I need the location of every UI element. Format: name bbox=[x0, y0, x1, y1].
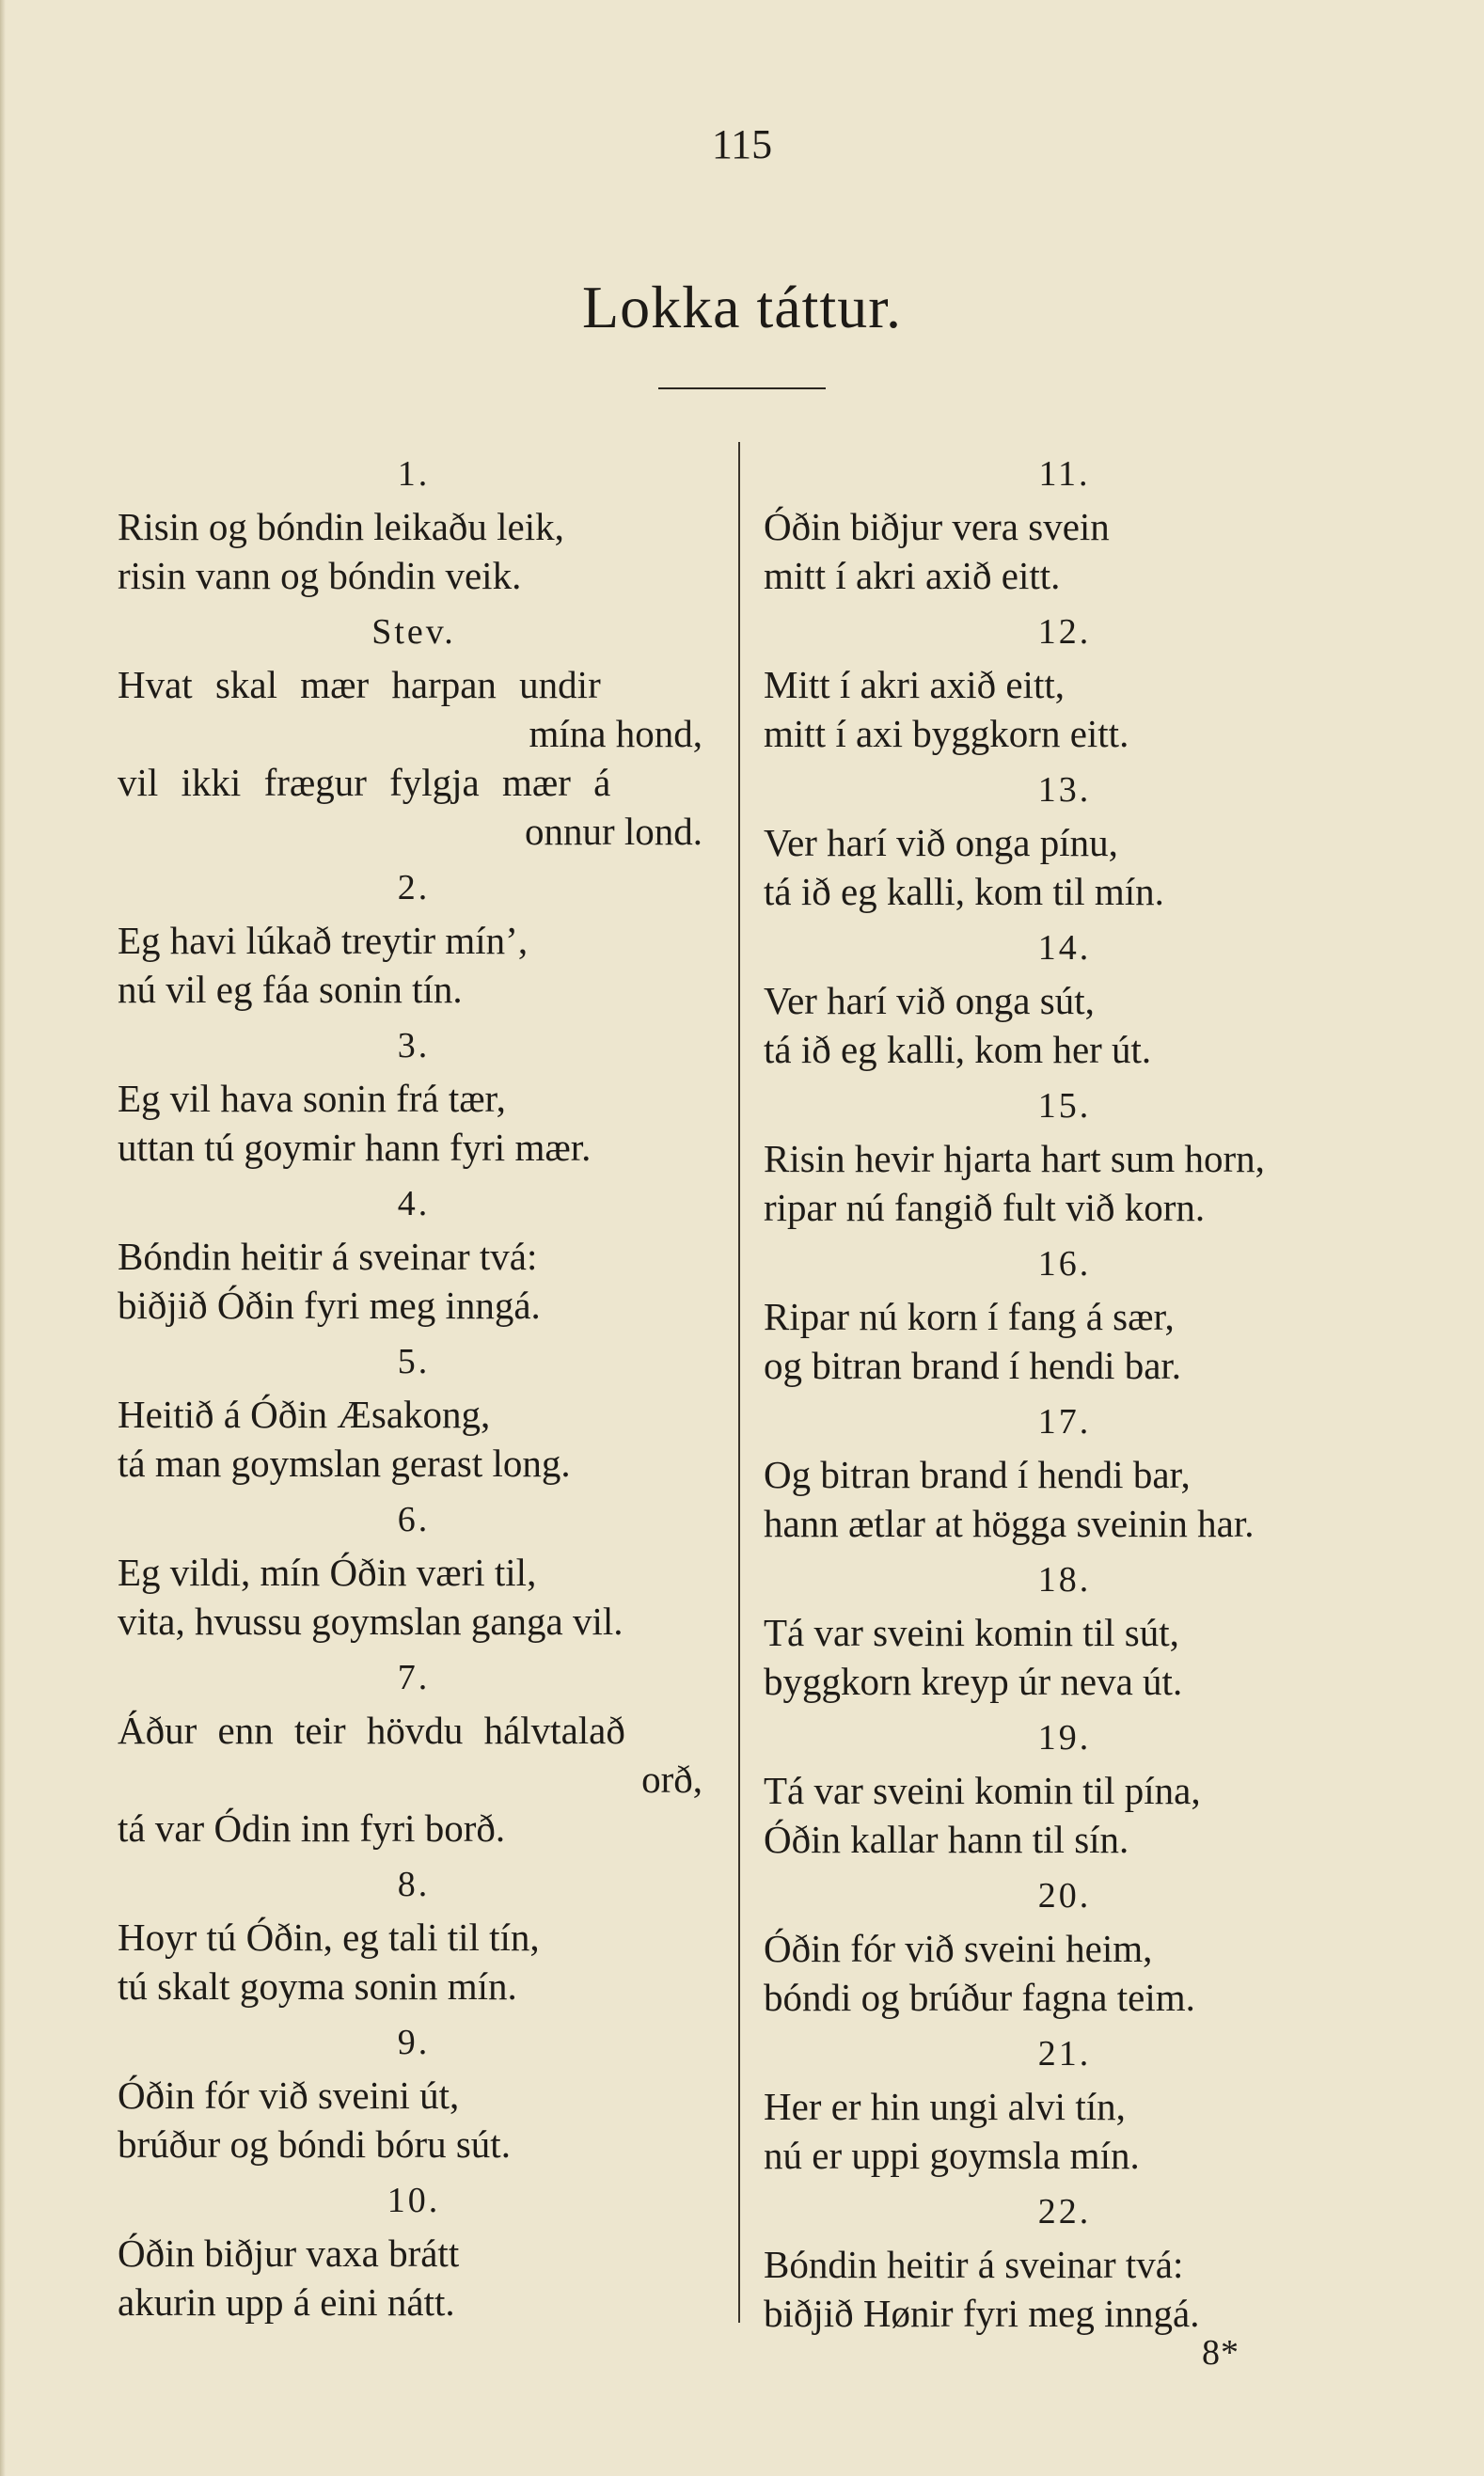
stanza-19 bbox=[764, 1713, 1366, 1864]
stanza-number: 7. bbox=[397, 1658, 431, 1697]
verse-line: vil ikki frægur fylgja mær á bbox=[118, 761, 611, 804]
stanza-6 bbox=[118, 1495, 710, 1646]
page-title: Lokka táttur. bbox=[581, 274, 903, 340]
stanza-5 bbox=[118, 1337, 710, 1488]
verse-line: nú er uppi goymsla mín. bbox=[764, 2134, 1140, 2177]
stanza-number: 12. bbox=[1037, 612, 1092, 652]
stanza-7 bbox=[118, 1653, 710, 1853]
verse-line: nú vil eg fáa sonin tín. bbox=[118, 968, 463, 1011]
stanza-12 bbox=[764, 607, 1366, 758]
stanza-number: 18. bbox=[1037, 1560, 1092, 1600]
stanza-3 bbox=[118, 1021, 710, 1172]
verse-line: tá ið eg kalli, kom her út. bbox=[764, 1028, 1152, 1071]
stanza-16 bbox=[764, 1239, 1366, 1390]
verse-line: Bóndin heitir á sveinar tvá: bbox=[118, 1235, 538, 1278]
stanza-10 bbox=[118, 2176, 710, 2326]
stanza-1 bbox=[118, 449, 710, 600]
signature-mark: 8* bbox=[1202, 2333, 1239, 2373]
verse-line: Risin hevir hjarta hart sum horn, bbox=[764, 1137, 1265, 1180]
verse-line: orð, bbox=[641, 1758, 703, 1801]
right-column bbox=[764, 449, 1366, 2345]
stanza-number: 14. bbox=[1037, 928, 1092, 968]
verse-line: Óðin kallar hann til sín. bbox=[764, 1818, 1129, 1861]
verse-line: tá ið eg kalli, kom til mín. bbox=[764, 870, 1164, 913]
stanza-number: 6. bbox=[397, 1500, 431, 1539]
verse-line: Ver harí við onga sút, bbox=[764, 979, 1095, 1022]
stanza-number: 8. bbox=[397, 1865, 431, 1904]
verse-line: uttan tú goymir hann fyri mær. bbox=[118, 1126, 592, 1169]
stanza-9 bbox=[118, 2018, 710, 2168]
stanza-2 bbox=[118, 863, 710, 1014]
verse-line: byggkorn kreyp úr neva út. bbox=[764, 1660, 1183, 1703]
verse-line: Hoyr tú Óðin, eg tali til tín, bbox=[118, 1916, 540, 1959]
stanza-20 bbox=[764, 1871, 1366, 2022]
stanza-number: 16. bbox=[1037, 1244, 1092, 1284]
verse-line: og bitran brand í hendi bar. bbox=[764, 1344, 1182, 1387]
verse-line: Heitið á Óðin Æsakong, bbox=[118, 1393, 491, 1436]
title-rule bbox=[658, 387, 826, 389]
verse-line: Ripar nú korn í fang á sær, bbox=[764, 1295, 1175, 1338]
stanza-22 bbox=[764, 2187, 1366, 2338]
verse-line: Eg vildi, mín Óðin væri til, bbox=[118, 1551, 537, 1594]
verse-line: Óðin biðjur vera svein bbox=[764, 505, 1110, 548]
verse-line: biðjið Hønir fyri meg inngá. bbox=[764, 2292, 1200, 2335]
verse-line: Og bitran brand í hendi bar, bbox=[764, 1453, 1191, 1496]
stanza-number: 1. bbox=[397, 454, 431, 494]
verse-line: Ver harí við onga pínu, bbox=[764, 821, 1118, 864]
verse-line: Her er hin ungi alvi tín, bbox=[764, 2085, 1126, 2128]
stanza-stev bbox=[118, 607, 710, 856]
verse-line: mitt í akri axið eitt. bbox=[764, 554, 1061, 597]
left-column bbox=[118, 449, 710, 2334]
stanza-number: 2. bbox=[397, 868, 431, 907]
stanza-21 bbox=[764, 2029, 1366, 2180]
stanza-18 bbox=[764, 1555, 1366, 1706]
stanza-number: 13. bbox=[1037, 770, 1092, 810]
verse-line: Tá var sveini komin til pína, bbox=[764, 1769, 1201, 1812]
stanza-number: 19. bbox=[1037, 1718, 1092, 1758]
stanza-number: 3. bbox=[397, 1026, 431, 1065]
verse-line: onnur lond. bbox=[524, 810, 703, 853]
verse-line: Mitt í akri axið eitt, bbox=[764, 663, 1065, 706]
verse-line: Risin og bóndin leikaðu leik, bbox=[118, 505, 564, 548]
column-divider bbox=[738, 442, 740, 2323]
verse-line: brúður og bóndi bóru sút. bbox=[118, 2122, 511, 2166]
stanza-number: 20. bbox=[1037, 1876, 1092, 1916]
verse-line: tú skalt goyma sonin mín. bbox=[118, 1964, 517, 2008]
verse-line: risin vann og bóndin veik. bbox=[118, 554, 522, 597]
verse-line: Óðin fór við sveini út, bbox=[118, 2074, 460, 2117]
verse-line: Hvat skal mær harpan undir bbox=[118, 663, 601, 706]
stanza-number: 5. bbox=[397, 1342, 431, 1381]
page-number: 115 bbox=[711, 121, 773, 167]
verse-line: Eg havi lúkað treytir mín’, bbox=[118, 919, 529, 962]
stanza-13 bbox=[764, 765, 1366, 916]
verse-line: vita, hvussu goymslan ganga vil. bbox=[118, 1600, 624, 1643]
stanza-15 bbox=[764, 1081, 1366, 1232]
verse-line: Eg vil hava sonin frá tær, bbox=[118, 1077, 506, 1120]
stanza-number: 22. bbox=[1037, 2192, 1092, 2232]
verse-line: tá var Ódin inn fyri borð. bbox=[118, 1806, 506, 1850]
stanza-number: 9. bbox=[397, 2023, 431, 2062]
stanza-number: 4. bbox=[397, 1184, 431, 1223]
stanza-14 bbox=[764, 923, 1366, 1074]
stanza-number: 21. bbox=[1037, 2034, 1092, 2074]
verse-line: akurin upp á eini nátt. bbox=[118, 2280, 455, 2324]
verse-line: mína hond, bbox=[529, 712, 703, 755]
verse-line: Bóndin heitir á sveinar tvá: bbox=[764, 2243, 1184, 2286]
verse-line: mitt í axi byggkorn eitt. bbox=[764, 712, 1129, 755]
verse-line: Tá var sveini komin til sút, bbox=[764, 1611, 1179, 1654]
stanza-number: 10. bbox=[387, 2181, 441, 2220]
stanza-number: 15. bbox=[1037, 1086, 1092, 1126]
page-edge bbox=[0, 0, 6, 2476]
verse-line: hann ætlar at högga sveinin har. bbox=[764, 1502, 1255, 1545]
stanza-number: Stev. bbox=[371, 612, 456, 652]
verse-line: Óðin biðjur vaxa brátt bbox=[118, 2232, 460, 2275]
stanza-4 bbox=[118, 1179, 710, 1330]
stanza-number: 17. bbox=[1037, 1402, 1092, 1442]
verse-line: tá man goymslan gerast long. bbox=[118, 1442, 571, 1485]
stanza-17 bbox=[764, 1397, 1366, 1548]
stanza-number: 11. bbox=[1038, 454, 1091, 494]
verse-line: bóndi og brúður fagna teim. bbox=[764, 1976, 1195, 2019]
stanza-8 bbox=[118, 1860, 710, 2011]
verse-line: Óðin fór við sveini heim, bbox=[764, 1927, 1153, 1970]
stanza-11 bbox=[764, 449, 1366, 600]
verse-line: biðjið Óðin fyri meg inngá. bbox=[118, 1284, 541, 1327]
verse-line: Áður enn teir hövdu hálvtalað bbox=[118, 1709, 625, 1752]
verse-line: ripar nú fangið fult við korn. bbox=[764, 1186, 1206, 1229]
